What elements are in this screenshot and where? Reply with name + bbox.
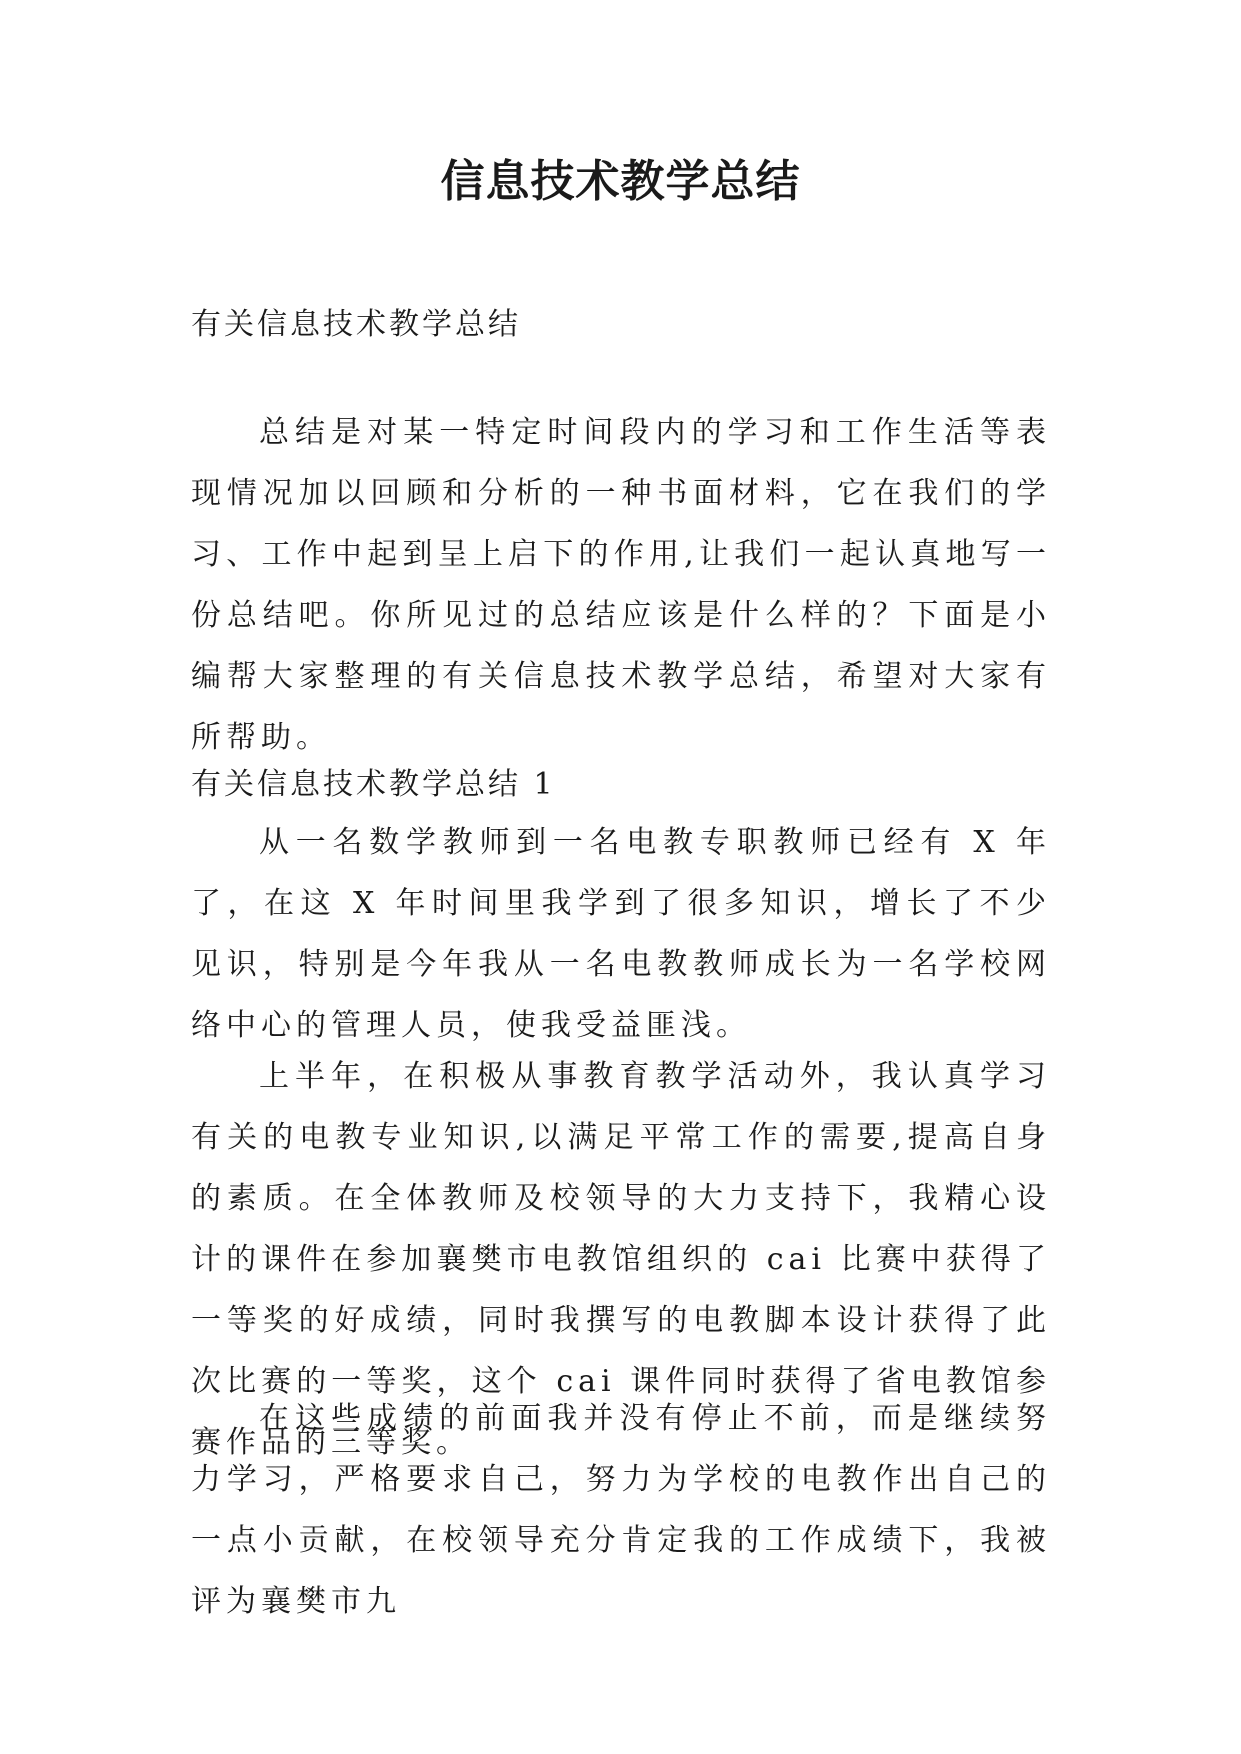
section-heading: 有关信息技术教学总结 1 <box>191 767 556 802</box>
body-paragraph: 上半年，在积极从事教育教学活动外，我认真学习有关的电教专业知识,以满足平常工作的需要,提高自身的素质。在全体教师及校领导的大力支持下，我精心设计的课件在参加襄樊市电教馆组织的 cai 比赛中获得了一等奖的好成绩，同时我撰写的电教脚本设计获得了此次比赛的一等奖，这个 cai 课件同时获得了省电教馆参赛作品的三等奖。 <box>191 1059 1051 1460</box>
document-title: 信息技术教学总结 <box>440 156 801 207</box>
document-subtitle: 有关信息技术教学总结 <box>191 307 521 342</box>
body-paragraph: 从一名数学教师到一名电教专职教师已经有 X 年了，在这 X 年时间里我学到了很多知识，增长了不少见识，特别是今年我从一名电教教师成长为一名学校网络中心的管理人员，使我受益匪浅。 <box>191 825 1051 1043</box>
intro-paragraph: 总结是对某一特定时间段内的学习和工作生活等表现情况加以回顾和分析的一种书面材料，它在我们的学习、工作中起到呈上启下的作用,让我们一起认真地写一份总结吧。你所见过的总结应该是什么样的？下面是小编帮大家整理的有关信息技术教学总结，希望对大家有所帮助。 <box>191 415 1051 755</box>
body-paragraph: 在这些成绩的前面我并没有停止不前，而是继续努力学习，严格要求自己，努力为学校的电教作出自己的一点小贡献，在校领导充分肯定我的工作成绩下，我被评为襄樊市九 <box>191 1401 1051 1619</box>
